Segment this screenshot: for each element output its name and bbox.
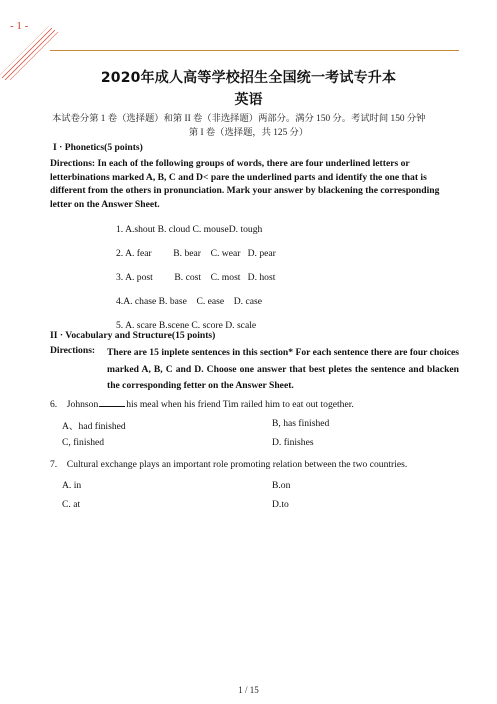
- q6-choice-b: B, has finished: [272, 418, 330, 429]
- phonetics-item-5: 5. A. scare B.scene C. score D. scale: [116, 320, 257, 331]
- q6-choice-d: D. finishes: [272, 437, 314, 448]
- exam-note-line1: 本试卷分第 1 卷（选择题）和第 II 卷（非选择题）两部分。满分 150 分。考试时间 150 分钟: [52, 114, 426, 124]
- page-number: 1 / 15: [238, 685, 259, 695]
- section2-directions-label: Directions:: [50, 345, 96, 356]
- q7-choice-d: D.to: [272, 499, 289, 510]
- question-stem-after: his meal when his friend Tim railed him to eat out together.: [126, 399, 354, 410]
- header-rule: [50, 50, 459, 51]
- page-marker: - 1 -: [10, 20, 29, 32]
- question-number: 7.: [50, 459, 58, 470]
- phonetics-item-1: 1. A.shout B. cloud C. mouseD. tough: [116, 224, 263, 235]
- exam-subject: 英语: [234, 92, 263, 108]
- q6-choice-c: C, finished: [62, 437, 105, 448]
- section2-heading: II · Vocabulary and Structure(15 points): [50, 330, 216, 341]
- phonetics-item-4: 4.A. chase B. base C. ease D. case: [116, 296, 262, 307]
- exam-title: 2020年成人高等学校招生全国统一考试专升本: [100, 70, 397, 86]
- exam-note-line2: 第 I 卷（选择题，共 125 分）: [188, 128, 309, 138]
- section1-heading: I · Phonetics(5 points): [53, 142, 143, 153]
- question-7: [50, 459, 407, 470]
- q7-choice-a: A. in: [62, 480, 82, 491]
- section2-directions: There are 15 inplete sentences in this section* For each sentence there are four choices marked A, B, C and D. Choose one answer that best pletes the sentence and blacken the corresponding fetter on the Answer Sheet.: [107, 347, 459, 392]
- phonetics-item-3: 3. A. post B. cost C. most D. host: [116, 272, 276, 283]
- answer-blank: [99, 397, 125, 407]
- question-stem: Cultural exchange plays an important role promoting relation between the two countries.: [66, 459, 408, 470]
- question-number: 6.: [50, 399, 58, 410]
- question-stem-before: Johnson: [66, 399, 99, 410]
- q7-choice-c: C. at: [62, 499, 81, 510]
- section1-directions: Directions: In each of the following groups of words, there are four underlined letters or letterbinations marked A, B, C and D< pare the underlined parts and identify the one that is different from the others in pronunciation. Mark your answer by blackening the corresponding letter on the Answer Sheet.: [50, 158, 440, 210]
- phonetics-item-2: 2. A. fear B. bear C. wear D. pear: [116, 248, 276, 259]
- q7-choice-b: B.on: [272, 480, 291, 491]
- question-6: [50, 397, 354, 410]
- q6-choice-a: A、had finished: [62, 421, 126, 432]
